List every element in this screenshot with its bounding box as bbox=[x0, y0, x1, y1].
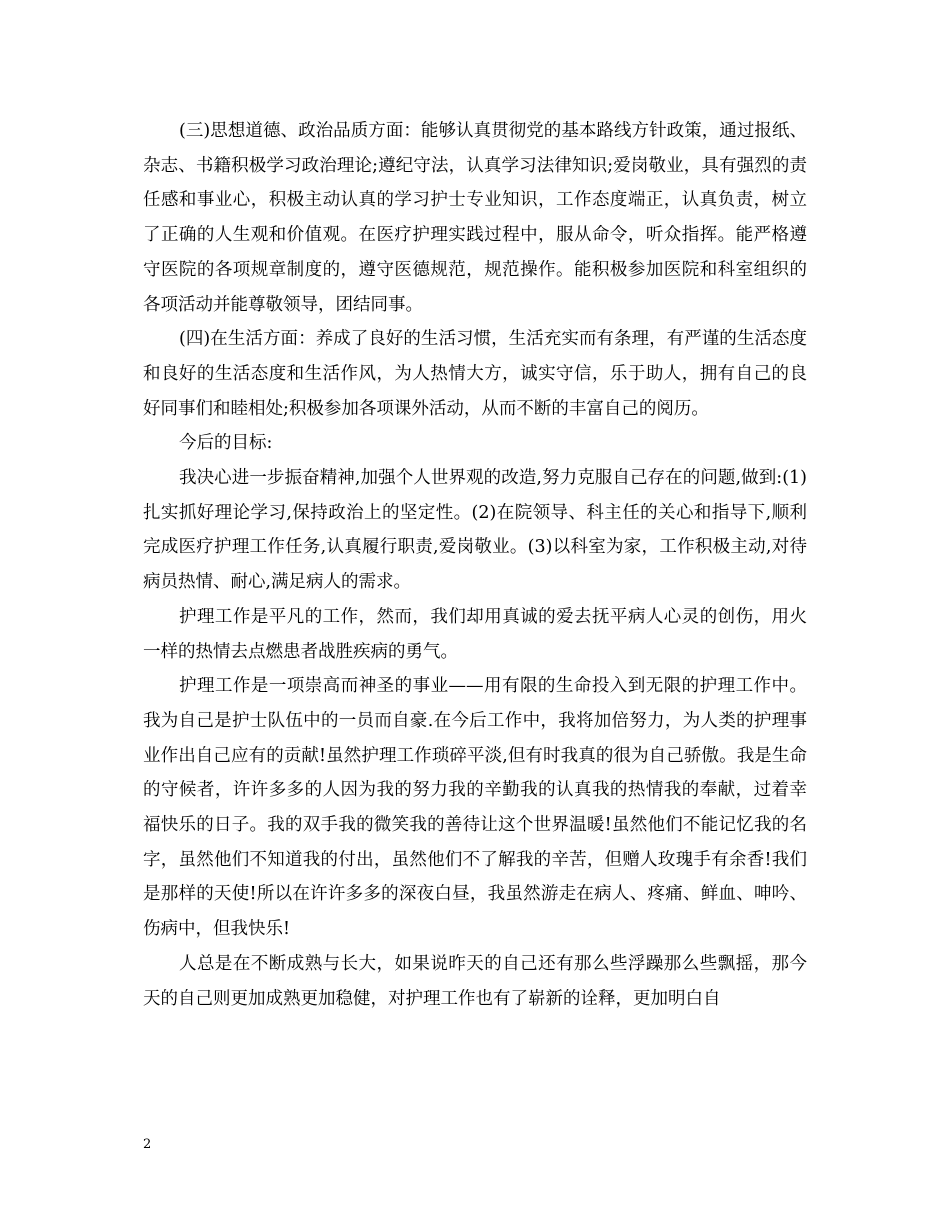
paragraph-life: (四)在生活方面：养成了良好的生活习惯，生活充实而有条理，有严谨的生活态度和良好的生活态度和生活作风，为人热情大方，诚实守信，乐于助人，拥有自己的良好同事们和睦相处;积极参加各项课外活动，从而不断的丰富自己的阅历。 bbox=[143, 329, 807, 419]
paragraph-ideology: (三)思想道德、政治品质方面：能够认真贯彻党的基本路线方针政策，通过报纸、杂志、书籍积极学习政治理论;遵纪守法，认真学习法律知识;爱岗敬业，具有强烈的责任感和事业心，积极主动认真的学习护士专业知识，工作态度端正，认真负责，树立了正确的人生观和价值观。在医疗护理实践过程中，服从命令，听众指挥。能严格遵守医院的各项规章制度的，遵守医德规范，规范操作。能积极参加医院和科室组织的各项活动并能尊敬领导，团结同事。 bbox=[143, 121, 807, 315]
page-number: 2 bbox=[143, 1137, 152, 1152]
paragraph-noble-cause: 护理工作是一项崇高而神圣的事业——用有限的生命投入到无限的护理工作中。我为自己是护士队伍中的一员而自豪.在今后工作中，我将加倍努力，为人类的护理事业作出自己应有的贡献!虽然护理工作琐碎平淡,但有时我真的很为自己骄傲。我是生命的守候者，许许多多的人因为我的努力我的辛勤我的认真我的热情我的奉献，过着幸福快乐的日子。我的双手我的微笑我的善待让这个世界温暖!虽然他们不能记忆我的名字，虽然他们不知道我的付出，虽然他们不了解我的辛苦，但赠人玫瑰手有余香!我们是那样的天使!所以在许许多多的深夜白昼，我虽然游走在病人、疼痛、鲜血、呻吟、伤病中，但我快乐! bbox=[143, 676, 807, 940]
paragraph-growth: 人总是在不断成熟与长大，如果说昨天的自己还有那么些浮躁那么些飘摇，那今天的自己则更加成熟更加稳健，对护理工作也有了崭新的诠释，更加明白自 bbox=[143, 953, 807, 1009]
document-body bbox=[143, 114, 807, 1016]
paragraph-goals-heading: 今后的目标: bbox=[179, 433, 273, 454]
paragraph-ordinary-work: 护理工作是平凡的工作，然而，我们却用真诚的爱去抚平病人心灵的创伤，用火一样的热情去点燃患者战胜疾病的勇气。 bbox=[143, 606, 807, 662]
paragraph-goals: 我决心进一步振奋精神,加强个人世界观的改造,努力克服自己存在的问题,做到:(1)扎实抓好理论学习,保持政治上的坚定性。(2)在院领导、科主任的关心和指导下,顺利完成医疗护理工作任务,认真履行职责,爱岗敬业。(3)以科室为家，工作积极主动,对待病员热情、耐心,满足病人的需求。 bbox=[143, 468, 807, 593]
